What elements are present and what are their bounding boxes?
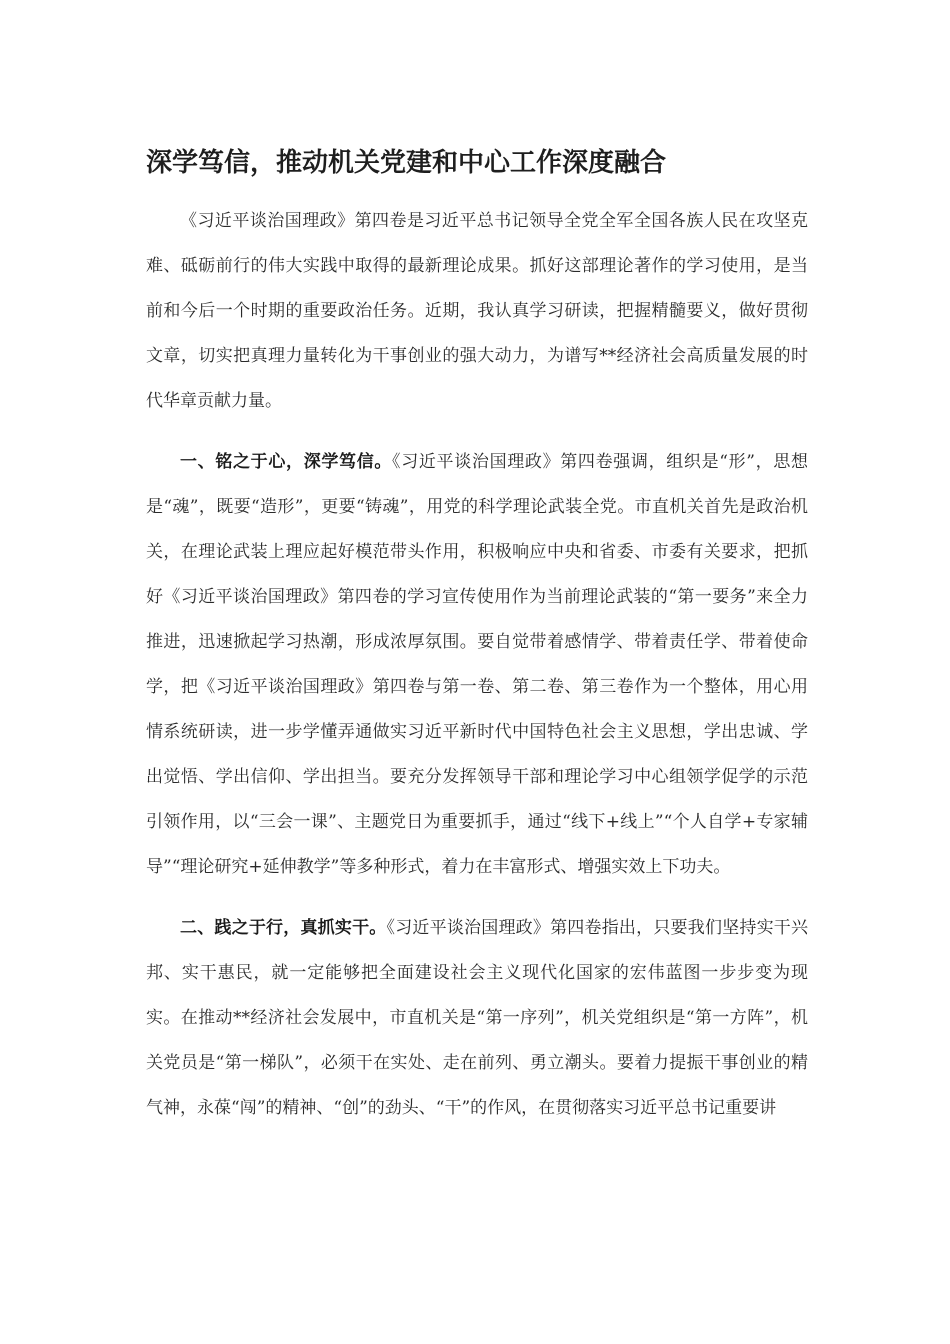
paragraph-intro <box>146 199 808 424</box>
paragraph-section-1 <box>146 440 808 890</box>
paragraph-text: 《习近平谈治国理政》第四卷指出，只要我们坚持实干兴邦、实干惠民，就一定能够把全面建设社会主义现代化国家的宏伟蓝图一步步变为现实。在推动**经济社会发展中，市直机关是“第一序列”，机关党组织是“第一方阵”，机关党员是“第一梯队”，必须干在实处、走在前列、勇立潮头。要着力提振干事创业的精气神，永葆“闯”的精神、“创”的劲头、“干”的作风，在贯彻落实习近平总书记重要讲 <box>146 918 808 1118</box>
paragraph-section-2 <box>146 906 808 1131</box>
document-body <box>146 199 808 1131</box>
section-heading: 一、铭之于心，深学笃信。 <box>180 452 393 472</box>
paragraph-text: 《习近平谈治国理政》第四卷强调，组织是“形”，思想是“魂”，既要“造形”，更要“铸魂”，用党的科学理论武装全党。市直机关首先是政治机关，在理论武装上理应起好模范带头作用，积极响应中央和省委、市委有关要求，把抓好《习近平谈治国理政》第四卷的学习宣传使用作为当前理论武装的“第一要务”来全力推进，迅速掀起学习热潮，形成浓厚氛围。要自觉带着感情学、带着责任学、带着使命学，把《习近平谈治国理政》第四卷与第一卷、第二卷、第三卷作为一个整体，用心用情系统研读，进一步学懂弄通做实习近平新时代中国特色社会主义思想，学出忠诚、学出觉悟、学出信仰、学出担当。要充分发挥领导干部和理论学习中心组领学促学的示范引领作用，以“三会一课”、主题党日为重要抓手，通过“线下+线上”“个人自学+专家辅导”“理论研究+延伸教学”等多种形式，着力在丰富形式、增强实效上下功夫。 <box>146 452 809 877</box>
document-title: 深学笃信，推动机关党建和中心工作深度融合 <box>146 148 667 178</box>
paragraph-text: 《习近平谈治国理政》第四卷是习近平总书记领导全党全军全国各族人民在攻坚克难、砥砺前行的伟大实践中取得的最新理论成果。抓好这部理论著作的学习使用，是当前和今后一个时期的重要政治任务。近期，我认真学习研读，把握精髓要义，做好贯彻文章，切实把真理力量转化为干事创业的强大动力，为谱写**经济社会高质量发展的时代华章贡献力量。 <box>146 211 808 411</box>
section-heading: 二、践之于行，真抓实干。 <box>180 918 387 938</box>
